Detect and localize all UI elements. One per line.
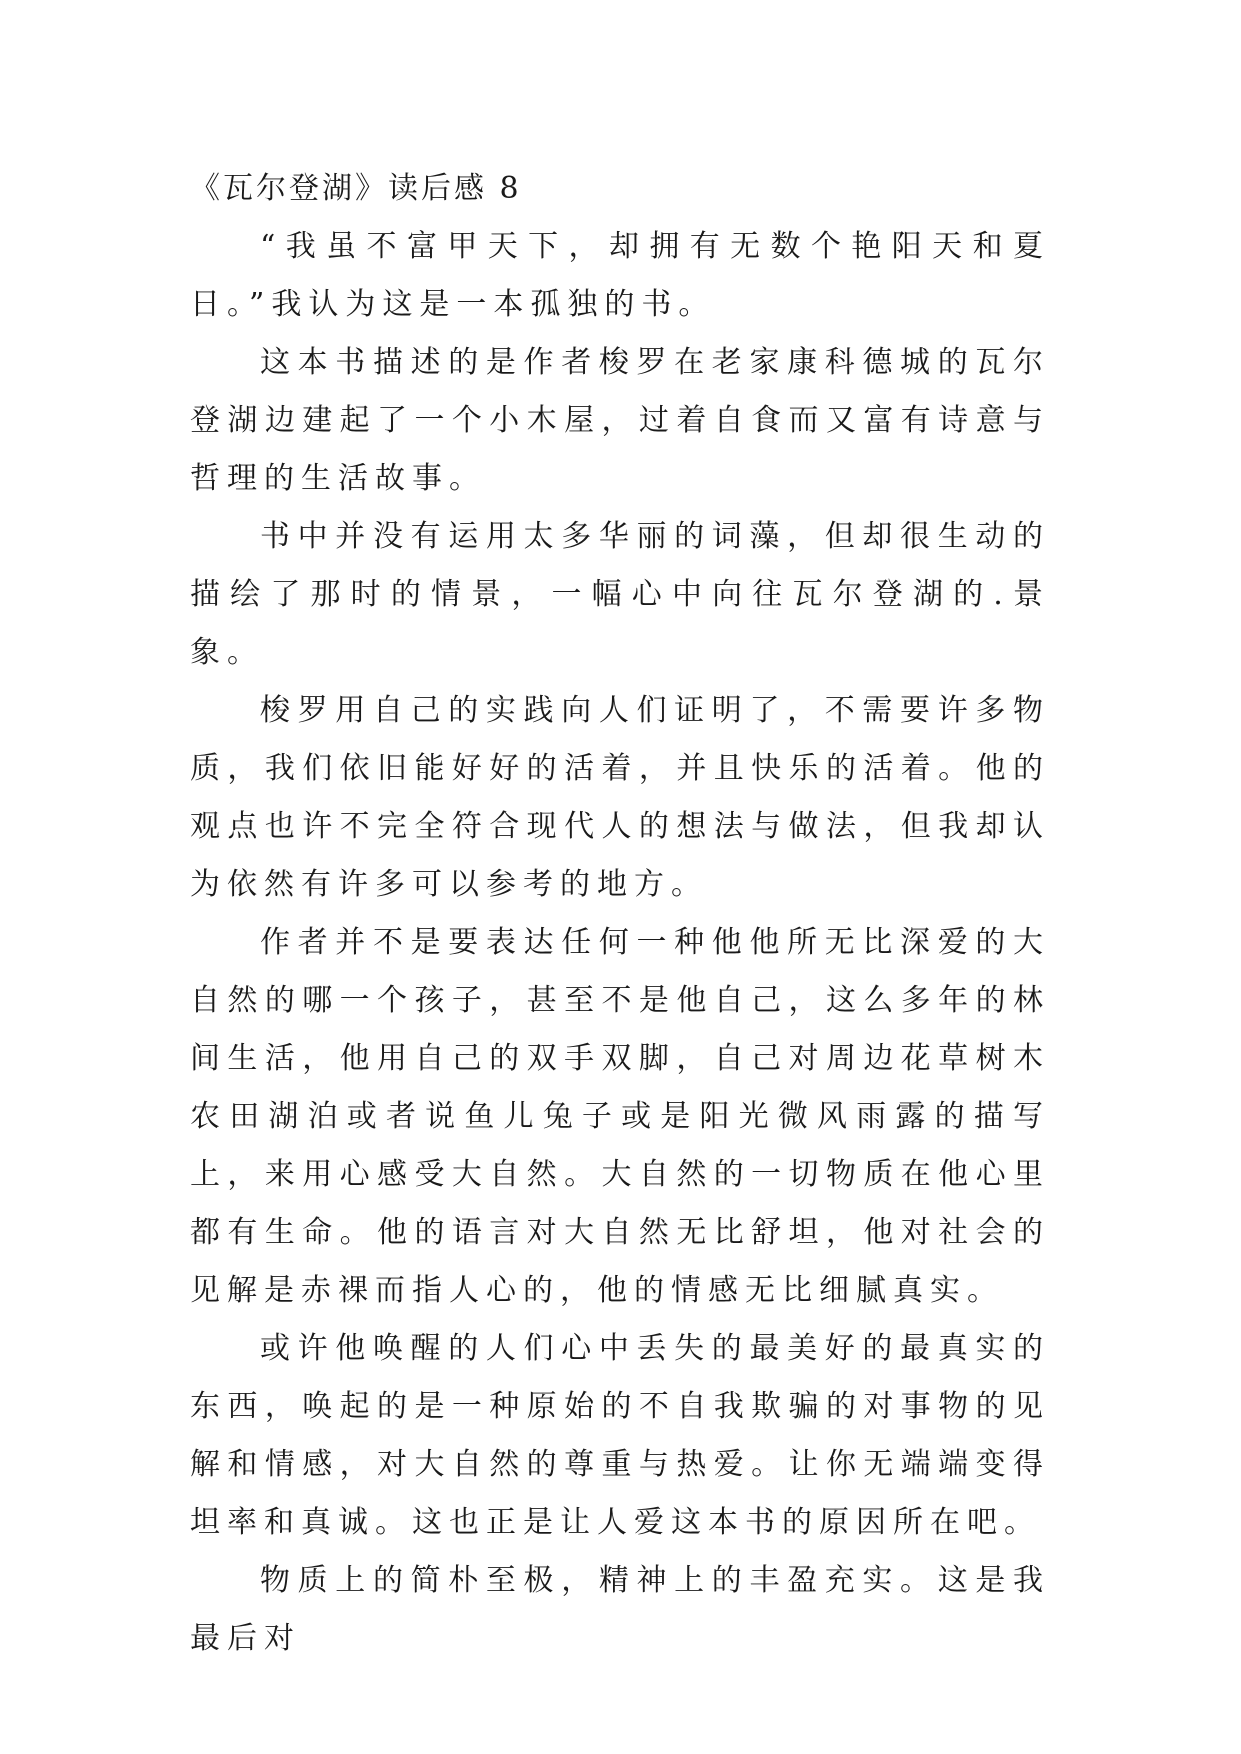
paragraph-1: “我虽不富甲天下，却拥有无数个艳阳天和夏日。”我认为这是一本孤独的书。	[190, 229, 1050, 322]
paragraph-2: 这本书描述的是作者梭罗在老家康科德城的瓦尔登湖边建起了一个小木屋，过着自食而又富有诗意与哲理的生活故事。	[190, 345, 1050, 496]
document-title: 《瓦尔登湖》读后感 8	[190, 171, 522, 206]
paragraph-4: 梭罗用自己的实践向人们证明了，不需要许多物质，我们依旧能好好的活着，并且快乐的活着。他的观点也许不完全符合现代人的想法与做法，但我却认为依然有许多可以参考的地方。	[190, 693, 1050, 902]
paragraph-5: 作者并不是要表达任何一种他他所无比深爱的大自然的哪一个孩子，甚至不是他自己，这么多年的林间生活，他用自己的双手双脚，自己对周边花草树木农田湖泊或者说鱼儿兔子或是阳光微风雨露的描写上，来用心感受大自然。大自然的一切物质在他心里都有生命。他的语言对大自然无比舒坦，他对社会的见解是赤裸而指人心的，他的情感无比细腻真实。	[190, 925, 1050, 1308]
paragraph-7: 物质上的简朴至极，精神上的丰盈充实。这是我最后对	[190, 1563, 1050, 1656]
paragraph-6: 或许他唤醒的人们心中丢失的最美好的最真实的东西，唤起的是一种原始的不自我欺骗的对事物的见解和情感，对大自然的尊重与热爱。让你无端端变得坦率和真诚。这也正是让人爱这本书的原因所在吧。	[190, 1331, 1050, 1540]
document-body	[190, 160, 1050, 1668]
paragraph-3: 书中并没有运用太多华丽的词藻，但却很生动的描绘了那时的情景，一幅心中向往瓦尔登湖的.景象。	[190, 519, 1050, 670]
